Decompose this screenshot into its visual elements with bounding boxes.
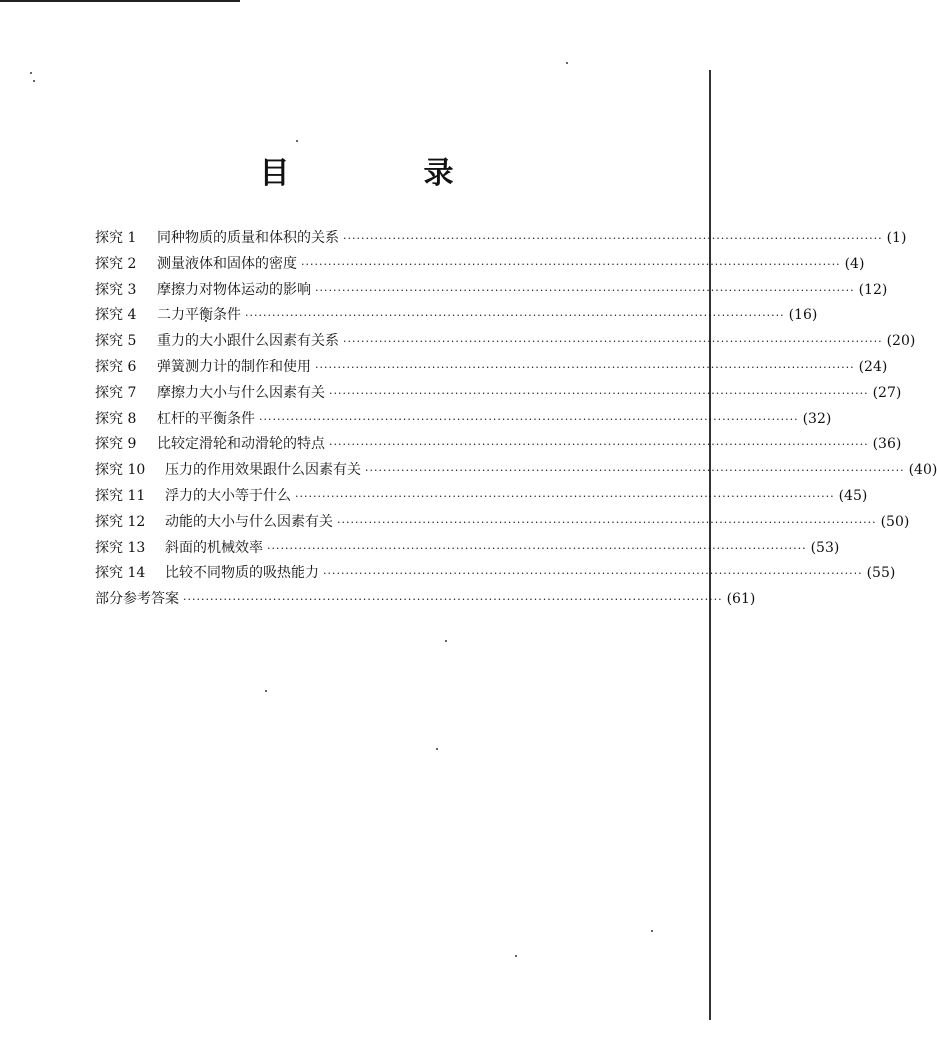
toc-entry: [95, 510, 910, 536]
toc-entry-page: (1): [886, 230, 907, 246]
toc-entry-label: 探究 3: [95, 281, 137, 298]
toc-dot-leader: ························································································································: [343, 232, 883, 245]
toc-entry-title: 压力的作用效果跟什么因素有关: [165, 462, 361, 479]
toc-dot-leader: ························································································································: [315, 283, 855, 297]
toc-entry: [95, 432, 902, 458]
toc-dot-leader: ························································································································: [323, 567, 863, 581]
toc-entry: [95, 226, 907, 252]
toc-entry-page: (24): [858, 358, 888, 375]
page-title: 目 录: [259, 156, 506, 191]
toc-entry-page: (16): [788, 307, 818, 324]
toc-entry: [95, 303, 818, 329]
toc-entry-page: (4): [844, 255, 865, 272]
scan-speck: [33, 80, 35, 82]
toc-entry: [95, 536, 840, 562]
toc-entry-label: 探究 5: [95, 333, 137, 350]
toc-entry-title: 摩擦力对物体运动的影响: [157, 281, 311, 298]
toc-dot-leader: ························································································································: [365, 464, 905, 478]
toc-entry-title: 比较不同物质的吸热能力: [165, 565, 319, 582]
toc-entry-label: 探究 1: [95, 230, 137, 246]
toc-entry: [95, 252, 865, 278]
toc-entry: [95, 458, 937, 484]
toc-dot-leader: ························································································································: [245, 309, 785, 323]
toc-entry: [95, 587, 756, 613]
toc-dot-leader: ························································································································: [259, 412, 799, 426]
toc-entry: [95, 407, 832, 433]
toc-entry-label: 探究 12: [95, 513, 146, 530]
toc-entry-title: 部分参考答案: [95, 591, 179, 608]
toc-entry-page: (27): [872, 384, 902, 401]
toc-entry-label: 探究 9: [95, 436, 137, 453]
toc-entry-page: (32): [802, 410, 832, 427]
toc-entry-title: 比较定滑轮和动滑轮的特点: [157, 436, 325, 453]
toc-entry: [95, 561, 896, 587]
toc-dot-leader: ························································································································: [301, 257, 841, 271]
toc-entry: [95, 381, 902, 407]
toc-entry: [95, 484, 868, 510]
toc-entry-title: 浮力的大小等于什么: [165, 487, 291, 504]
toc-entry-label: 探究 2: [95, 255, 137, 272]
toc-entry-title: 摩擦力大小与什么因素有关: [157, 384, 325, 401]
toc-entry-label: 探究 10: [95, 462, 146, 479]
toc-entry-title: 重力的大小跟什么因素有关系: [157, 333, 339, 350]
toc-entry-page: (20): [886, 333, 916, 350]
scan-speck: [30, 72, 32, 74]
toc-entry: [95, 278, 888, 304]
toc-entry-page: (36): [872, 436, 902, 453]
toc-entry-page: (61): [726, 591, 756, 608]
toc-entry-title: 二力平衡条件: [157, 307, 241, 324]
toc-entry-page: (45): [838, 487, 868, 504]
toc-entry-label: 探究 8: [95, 410, 137, 427]
toc-entry-title: 斜面的机械效率: [165, 539, 263, 556]
toc-entry-label: 探究 13: [95, 539, 146, 556]
toc-dot-leader: ························································································································: [295, 489, 835, 503]
toc-entry: [95, 355, 888, 381]
toc-entry-label: 探究 6: [95, 358, 137, 375]
top-scan-rule: [0, 0, 240, 2]
toc-entry-page: (40): [908, 462, 937, 479]
toc-entry-title: 同种物质的质量和体积的关系: [157, 230, 339, 246]
table-of-contents: [95, 226, 937, 613]
toc-entry-page: (12): [858, 281, 888, 298]
toc-entry-title: 杠杆的平衡条件: [157, 410, 255, 427]
toc-dot-leader: ························································································································: [329, 438, 869, 452]
toc-dot-leader: ························································································································: [343, 335, 883, 349]
toc-entry-page: (53): [810, 539, 840, 556]
toc-dot-leader: ························································································································: [183, 593, 723, 607]
scan-speck: [445, 640, 447, 642]
toc-entry: [95, 329, 916, 355]
toc-dot-leader: ························································································································: [267, 541, 807, 555]
toc-entry-title: 动能的大小与什么因素有关: [165, 513, 333, 530]
scan-speck: [651, 930, 653, 932]
scan-speck: [296, 140, 298, 142]
scan-speck: [566, 62, 568, 64]
toc-entry-title: 弹簧测力计的制作和使用: [157, 358, 311, 375]
toc-entry-label: 探究 7: [95, 384, 137, 401]
toc-dot-leader: ························································································································: [329, 386, 869, 400]
toc-entry-page: (50): [880, 513, 910, 530]
toc-entry-label: 探究 11: [95, 487, 146, 504]
toc-entry-page: (55): [866, 565, 896, 582]
toc-dot-leader: ························································································································: [337, 515, 877, 529]
toc-entry-title: 测量液体和固体的密度: [157, 255, 297, 272]
toc-entry-label: 探究 4: [95, 307, 137, 324]
scan-speck: [515, 955, 517, 957]
toc-entry-label: 探究 14: [95, 565, 146, 582]
scan-speck: [436, 748, 438, 750]
toc-dot-leader: ························································································································: [315, 360, 855, 374]
scan-speck: [265, 690, 267, 692]
